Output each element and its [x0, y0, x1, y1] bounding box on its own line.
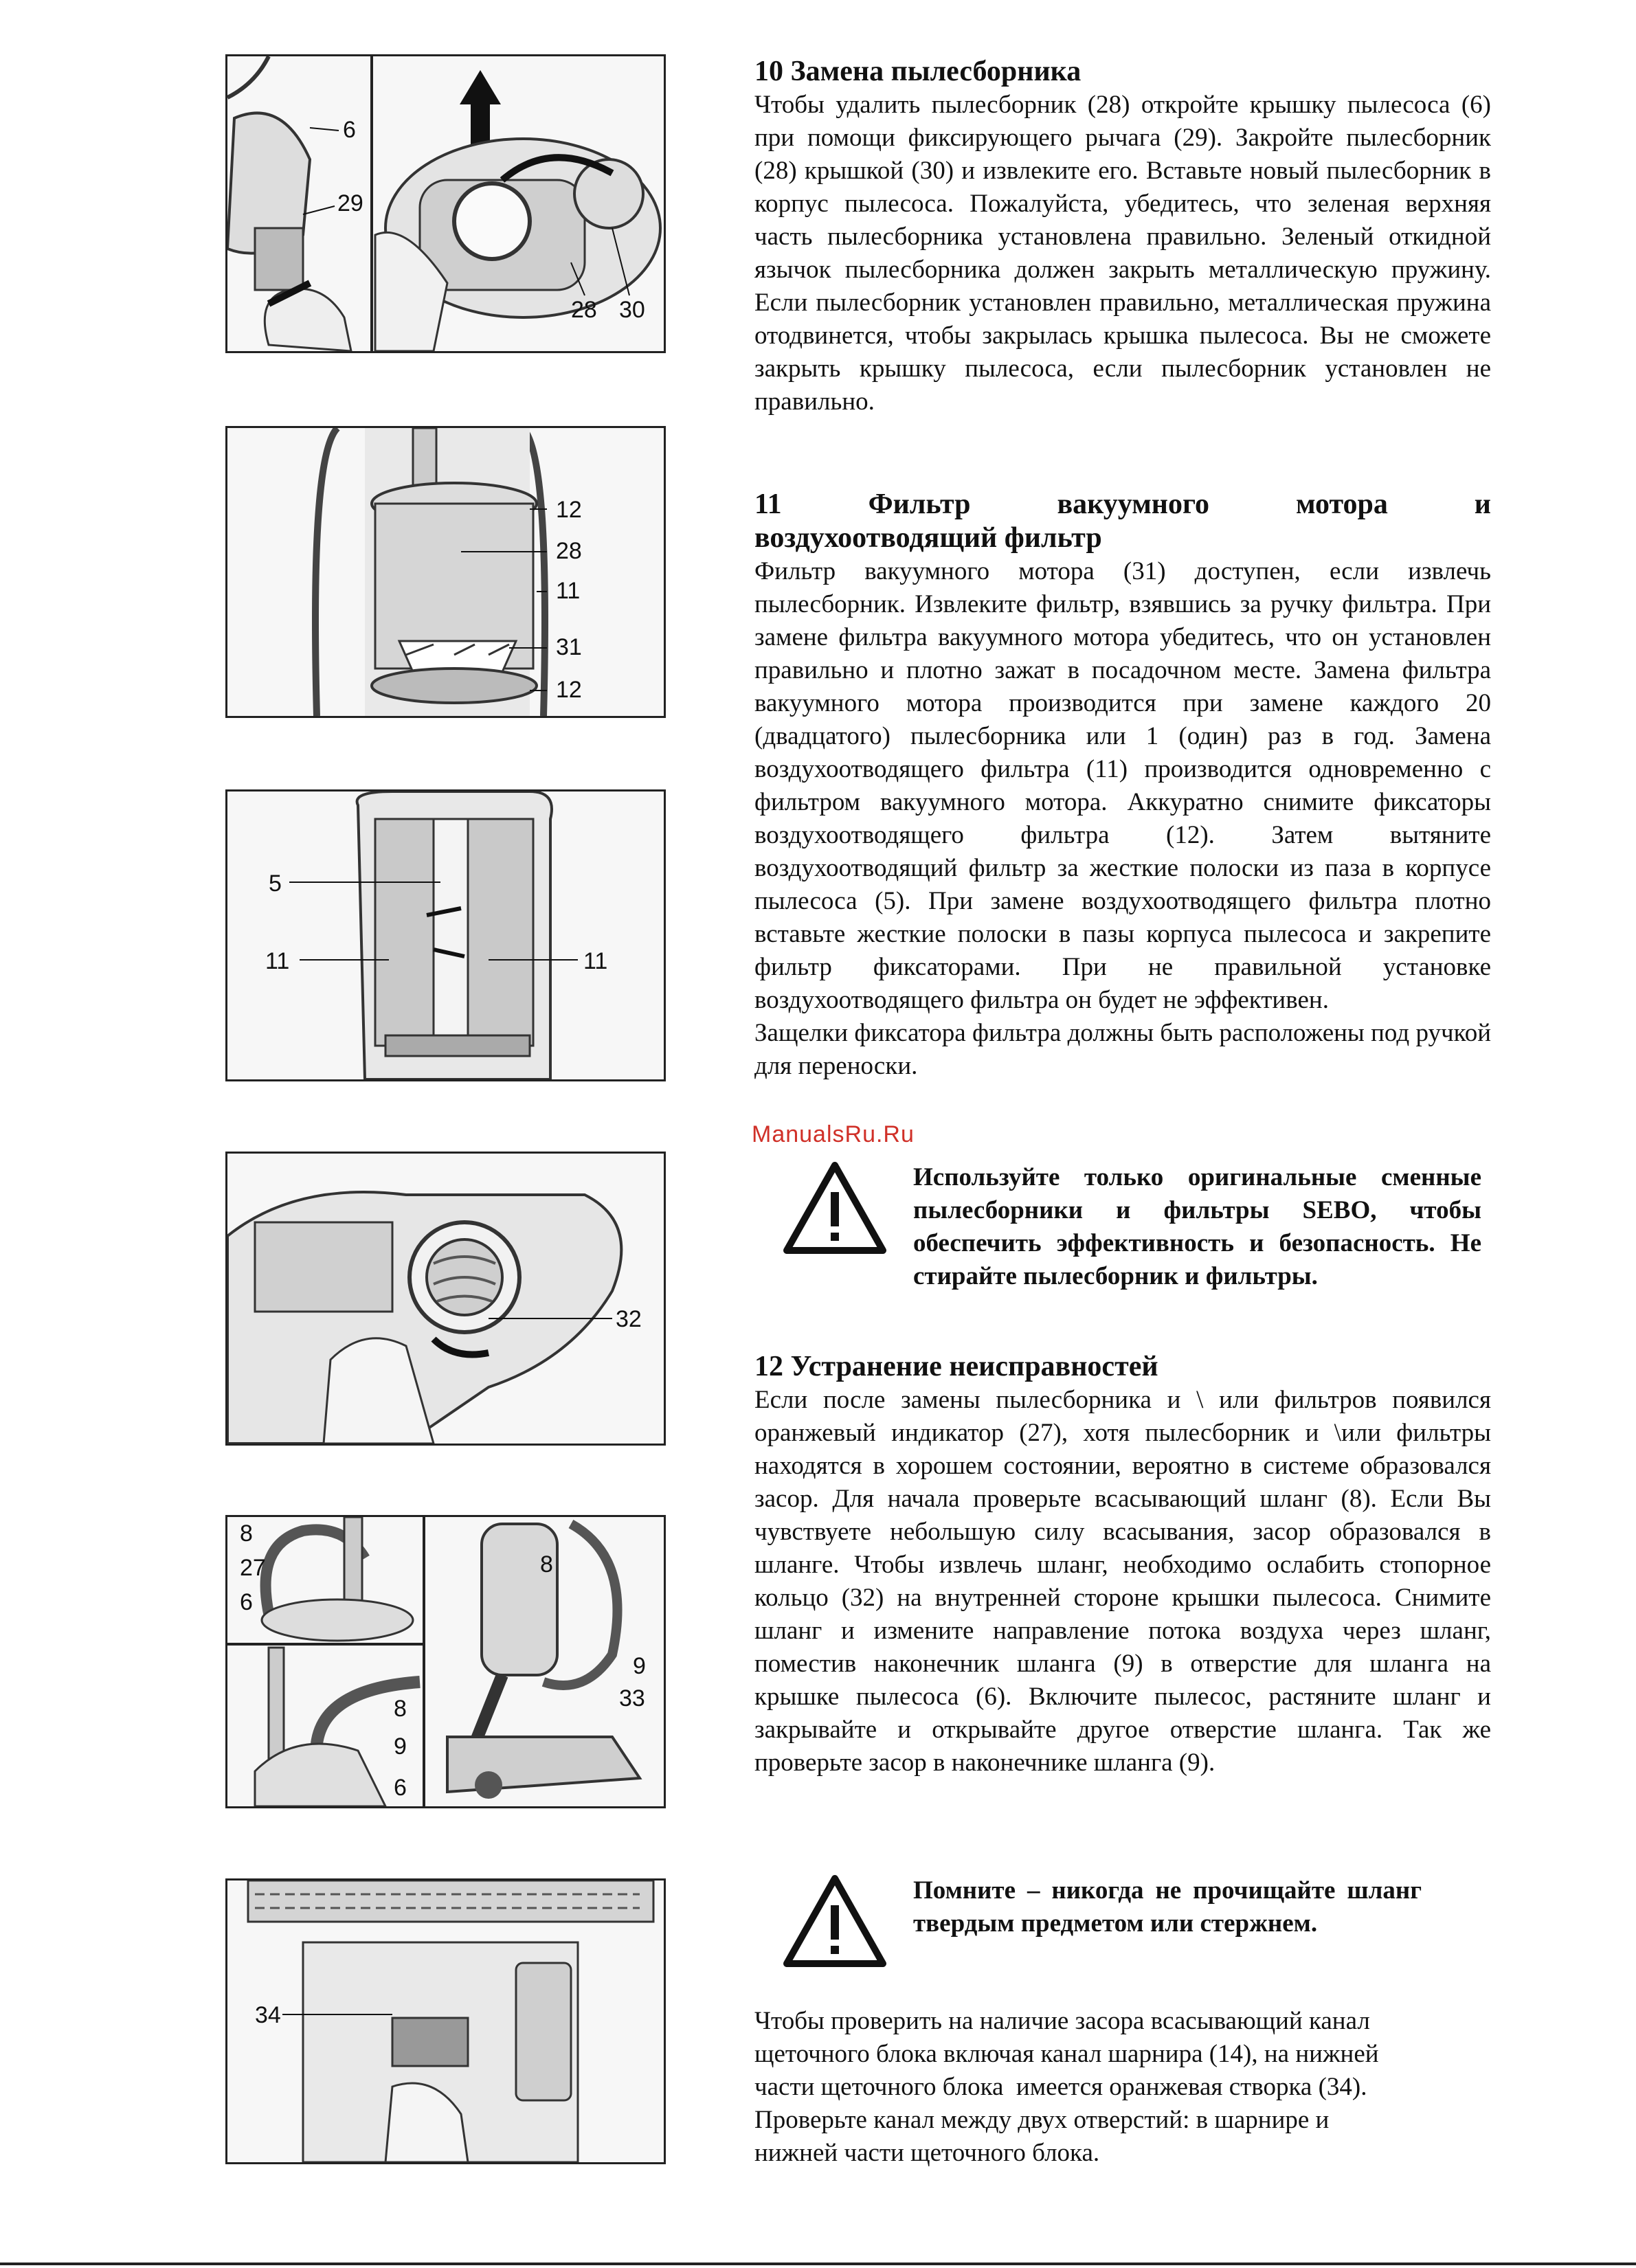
section-13-line5: нижней части щеточного блока. [754, 2139, 1100, 2167]
fig2-label-1: 12 [556, 497, 582, 523]
hose-check-illustration [227, 1517, 664, 1806]
section-11-title-line1: 11 Фильтр вакуумного мотора и [754, 489, 1491, 520]
figure-exhaust-filter [225, 789, 666, 1081]
figure-hose-check [225, 1515, 666, 1808]
figure-motor-filter [225, 426, 666, 718]
fig5-label-1: 8 [240, 1520, 253, 1547]
fig6-label-1: 34 [255, 2002, 281, 2028]
warning-text-2: Помните – никогда не прочищайте шланг твердым предметом или стержнем. [913, 1876, 1422, 1938]
figure-hose-ring [225, 1152, 666, 1446]
fig5-label-8: 9 [633, 1653, 646, 1679]
exhaust-filter-illustration [227, 791, 664, 1079]
watermark: ManualsRu.Ru [752, 1121, 915, 1147]
fig1-label-2: 29 [337, 190, 363, 216]
section-11-body: Фильтр вакуумного мотора (31) доступен, если извлечь пылесборник. Извлеките фильтр, взявшись за ручку фильтра. При замене фильтра вакуумного мотора убедитесь, что он установлен правильно и плотно зажат в посадочном месте. Замена фильтра вакуумного мотора производится при замене каждого 20 (двадцатого) пылесборника или 1 (один) раз в год. Замена воздухоотводящего фильтра (11) производится одновременно с фильтром вакуумного мотора. Аккуратно снимите фиксаторы воздухоотводящего фильтра (12). Затем вытяните воздухоотводящий фильтр за жесткие полоски из паза в корпусе пылесоса (5). При замене воздухоотводящего фильтра плотно вставьте жесткие полоски в пазы корпуса пылесоса и закрепите фильтр фиксаторами. При не правильной установке воздухоотводящего фильтра он будет не эффективен. [754, 557, 1491, 1014]
fig5-label-7: 8 [540, 1551, 553, 1578]
fig5-label-6: 6 [394, 1775, 407, 1801]
fig5-label-4: 8 [394, 1696, 407, 1722]
bottom-rule [0, 2263, 1636, 2265]
section-10 [754, 55, 1491, 418]
fig2-label-3: 11 [556, 578, 581, 604]
fig1-label-4: 30 [619, 297, 645, 323]
fig1-label-1: 6 [343, 117, 356, 143]
section-13-line1: Чтобы проверить на наличие засора всасывающий канал [754, 2007, 1370, 2035]
section-10-body: Чтобы удалить пылесборник (28) откройте крышку пылесоса (6) при помощи фиксирующего рычага (29). Закройте пылесборник (28) крышкой (30) и извлеките его. Вставьте новый пылесборник в корпус пылесоса. Пожалуйста, убедитесь, что зеленая верхняя часть пылесборника установлена правильно. Зеленый откидной язычок пылесборника должен закрыть металлическую пружину. Если пылесборник установлен правильно, металлическая пружина отодвинется, чтобы закрылась крышка пылесоса. Вы не сможете закрыть крышку пылесоса, если пылесборник установлен не правильно. [754, 91, 1491, 416]
warning-icon [783, 1161, 886, 1255]
fig2-label-4: 31 [556, 634, 582, 660]
fig5-label-2: 27 [240, 1555, 266, 1581]
fig4-label-1: 32 [616, 1306, 642, 1332]
section-12-body: Если после замены пылесборника и \ или фильтров появился оранжевый индикатор (27), хотя пылесборник и \или фильтры находятся в хорошем состоянии, вероятно в системе образовался засор. Для начала проверьте всасывающий шланг (8). Если Вы чувствуете небольшую силу всасывания, засор образовался в шланге. Чтобы извлечь шланг, необходимо ослабить стопорное кольцо (32) на внутренней стороне крышки пылесоса. Снимите шланг и измените направление потока воздуха через шланг, поместив наконечник шланга (9) в отверстие для шланга на крышке пылесоса (6). Включите пылесос, растяните шланг и закрывайте и открывайте другое отверстие шланга. Так же проверьте засор в наконечнике шланга (9). [754, 1386, 1491, 1777]
section-13-line3: части щеточного блока имеется оранжевая створка (34). [754, 2073, 1367, 2101]
warning-block-1 [754, 1161, 1491, 1326]
section-13-line4: Проверьте канал между двух отверстий: в шарнире и [754, 2106, 1330, 2134]
section-11-title-line2: воздухоотводящий фильтр [754, 522, 1102, 554]
section-11 [754, 488, 1491, 1083]
fig2-label-5: 12 [556, 677, 582, 703]
fig5-label-5: 9 [394, 1733, 407, 1760]
motor-filter-illustration [227, 428, 664, 716]
section-11-note: Защелки фиксатора фильтра должны быть расположены под ручкой для переноски. [754, 1019, 1491, 1080]
fig3-label-3: 11 [583, 948, 608, 974]
hose-ring-illustration [227, 1154, 664, 1444]
figure-brush-flap [225, 1878, 666, 2164]
warning-text-1: Используйте только оригинальные сменные пылесборники и фильтры SEBO, чтобы обеспечить эффективность и безопасность. Не стирайте пылесборник и фильтры. [913, 1163, 1481, 1290]
figure-bag-removal [225, 54, 666, 353]
section-12-title: 12 Устранение неисправностей [754, 1351, 1158, 1382]
brush-flap-illustration [227, 1880, 664, 2162]
fig3-label-1: 5 [269, 871, 282, 897]
section-10-title: 10 Замена пылесборника [754, 56, 1082, 87]
section-13 [754, 2005, 1491, 2170]
section-13-line2: щеточного блока включая канал шарнира (14), на нижней [754, 2040, 1379, 2068]
section-12 [754, 1350, 1491, 1779]
fig3-label-2: 11 [265, 948, 290, 974]
warning-block-2 [754, 1874, 1491, 1977]
fig5-label-3: 6 [240, 1589, 253, 1615]
fig1-label-3: 28 [571, 297, 597, 323]
fig2-label-2: 28 [556, 538, 582, 564]
warning-icon [783, 1874, 886, 1968]
fig5-label-9: 33 [619, 1685, 645, 1711]
bag-removal-illustration [227, 56, 664, 351]
